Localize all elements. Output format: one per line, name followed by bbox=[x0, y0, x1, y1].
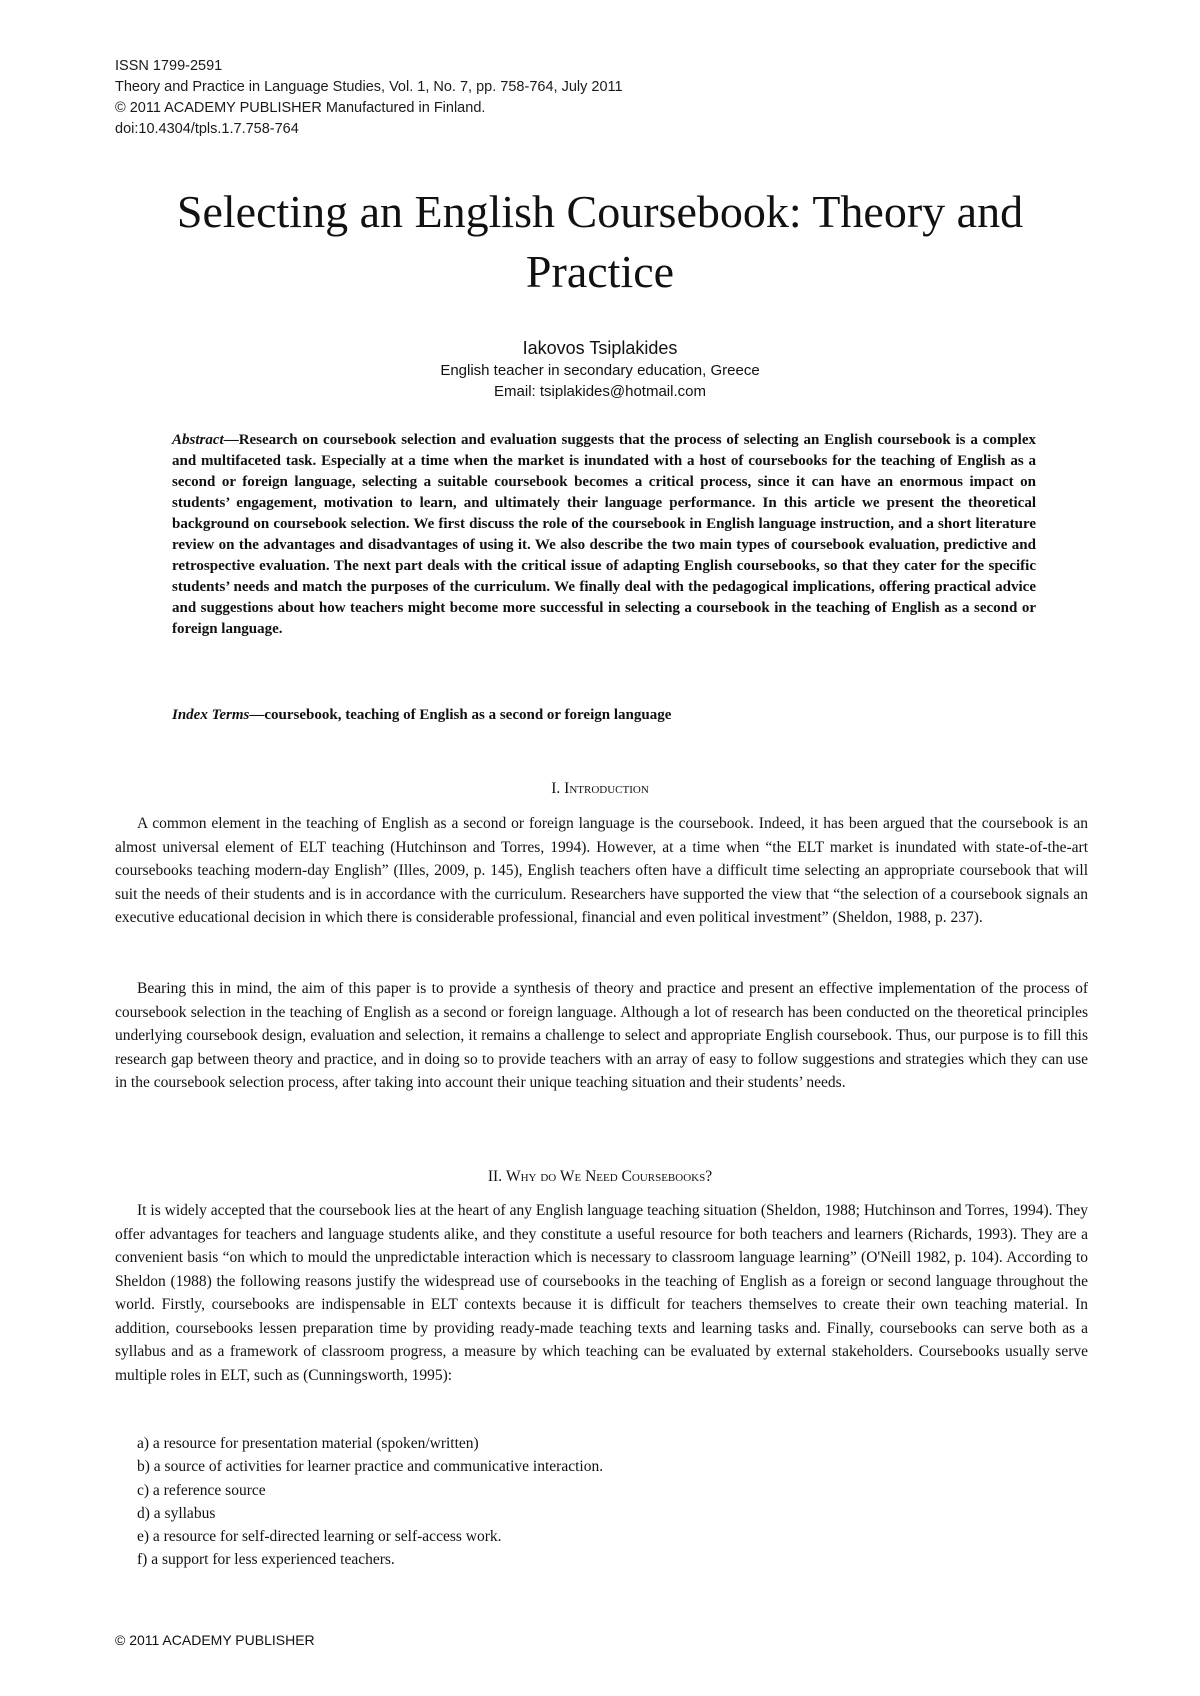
journal-citation: Theory and Practice in Language Studies, Vol. 1, No. 7, pp. 758-764, July 2011 bbox=[115, 79, 623, 95]
section-heading-introduction bbox=[100, 778, 1100, 799]
intro-paragraph-2: Bearing this in mind, the aim of this paper is to provide a synthesis of theory and practice and present an effective implementation of the process of coursebook selection in the teaching of English as a second or foreign language. Although a lot of research has been conducted on the theoretical principles underlying coursebook design, evaluation and selection, it remains a challenge to select and appropriate English coursebook. Thus, our purpose is to fill this research gap between theory and practice, and in doing so to provide teachers with an array of easy to follow suggestions and strategies which they can use in the coursebook selection process, after taking into account their unique teaching situation and their students’ needs. bbox=[115, 980, 1088, 1091]
doi: doi:10.4304/tpls.1.7.758-764 bbox=[115, 121, 299, 137]
section-title: Introduction bbox=[564, 780, 649, 797]
roles-list bbox=[137, 1432, 603, 1572]
section-number: I. bbox=[551, 780, 565, 797]
abstract-text: Research on coursebook selection and evaluation suggests that the process of selecting an English coursebook is a complex and multifaceted task. Especially at a time when the market is inundated with a host of coursebooks for the teaching of English as a second or foreign language, selecting a suitable coursebook becomes a critical process, since it can have an enormous impact on students’ engagement, motivation to learn, and ultimately their language performance. In this article we present the theoretical background on coursebook selection. We first discuss the role of the coursebook in English language instruction, and a short literature review on the advantages and disadvantages of using it. We also describe the two main types of coursebook evaluation, predictive and retrospective evaluation. The next part deals with the critical issue of adapting English coursebooks, so that they cater for the specific students’ needs and match the purposes of the curriculum. We finally deal with the pedagogical implications, offering practical advice and suggestions about how teachers might become more successful in selecting a coursebook in the teaching of English as a second or foreign language. bbox=[172, 432, 1036, 637]
abstract-dash: — bbox=[223, 432, 239, 448]
section-title: Why do We Need Coursebooks? bbox=[505, 1168, 713, 1185]
author-block bbox=[100, 336, 1100, 402]
list-item: c) a reference source bbox=[137, 1481, 266, 1499]
abstract-label: Abstract bbox=[172, 432, 224, 448]
list-item: b) a source of activities for learner practice and communicative interaction. bbox=[137, 1458, 604, 1476]
author-name: Iakovos Tsiplakides bbox=[522, 338, 678, 358]
intro-paragraph-1: A common element in the teaching of English as a second or foreign language is the coursebook. Indeed, it has been argued that the coursebook is an almost universal element of ELT teaching (Hutchinson and Torres, 1994). However, at a time when “the ELT market is inundated with state-of-the-art coursebooks teaching modern-day English” (Illes, 2009, p. 145), English teachers often have a difficult time selecting an appropriate coursebook that will suit the needs of their students and is in accordance with the curriculum. Researchers have supported the view that “the selection of a coursebook signals an executive educational decision in which there is considerable professional, financial and even political investment” (Sheldon, 1988, p. 237). bbox=[115, 815, 1088, 926]
abstract bbox=[172, 430, 1036, 640]
issn: ISSN 1799-2591 bbox=[115, 58, 223, 74]
index-terms bbox=[172, 705, 1036, 726]
author-affiliation: English teacher in secondary education, Greece bbox=[440, 362, 760, 379]
section-heading-why-coursebooks bbox=[100, 1166, 1100, 1187]
index-terms-text: coursebook, teaching of English as a second or foreign language bbox=[264, 707, 672, 723]
copyright-line: © 2011 ACADEMY PUBLISHER Manufactured in Finland. bbox=[115, 100, 486, 116]
title-line-2: Practice bbox=[525, 246, 675, 297]
title-line-1: Selecting an English Coursebook: Theory and bbox=[176, 186, 1024, 237]
index-terms-label: Index Terms bbox=[172, 707, 250, 723]
index-terms-dash: — bbox=[249, 707, 265, 723]
list-item: d) a syllabus bbox=[137, 1504, 216, 1522]
page-footer: © 2011 ACADEMY PUBLISHER bbox=[115, 1632, 315, 1648]
why-paragraph-1: It is widely accepted that the coursebook lies at the heart of any English language teaching situation (Sheldon, 1988; Hutchinson and Torres, 1994). They offer advantages for teachers and language students alike, and they constitute a useful resource for both teachers and learners (Richards, 1993). They are a convenient basis “on which to mould the unpredictable interaction which is necessary to classroom language learning” (O'Neill 1982, p. 104). According to Sheldon (1988) the following reasons justify the widespread use of coursebooks in the teaching of English as a foreign or second language throughout the world. Firstly, coursebooks are indispensable in ELT contexts because it is difficult for teachers themselves to create their own teaching material. In addition, coursebooks lessen preparation time by providing ready-made teaching texts and learning tasks and. Finally, coursebooks can serve both as a syllabus and as a framework of classroom progress, a measure by which teaching can be evaluated by external stakeholders. Coursebooks usually serve multiple roles in ELT, such as (Cunningsworth, 1995): bbox=[115, 1202, 1088, 1384]
paper-title bbox=[100, 182, 1100, 302]
list-item: e) a resource for self-directed learning or self-access work. bbox=[137, 1528, 502, 1546]
list-item: f) a support for less experienced teachers. bbox=[137, 1551, 395, 1569]
list-item: a) a resource for presentation material (spoken/written) bbox=[137, 1435, 479, 1452]
journal-header bbox=[115, 56, 623, 140]
section-number: II. bbox=[487, 1168, 506, 1185]
author-email: Email: tsiplakides@hotmail.com bbox=[494, 383, 706, 400]
